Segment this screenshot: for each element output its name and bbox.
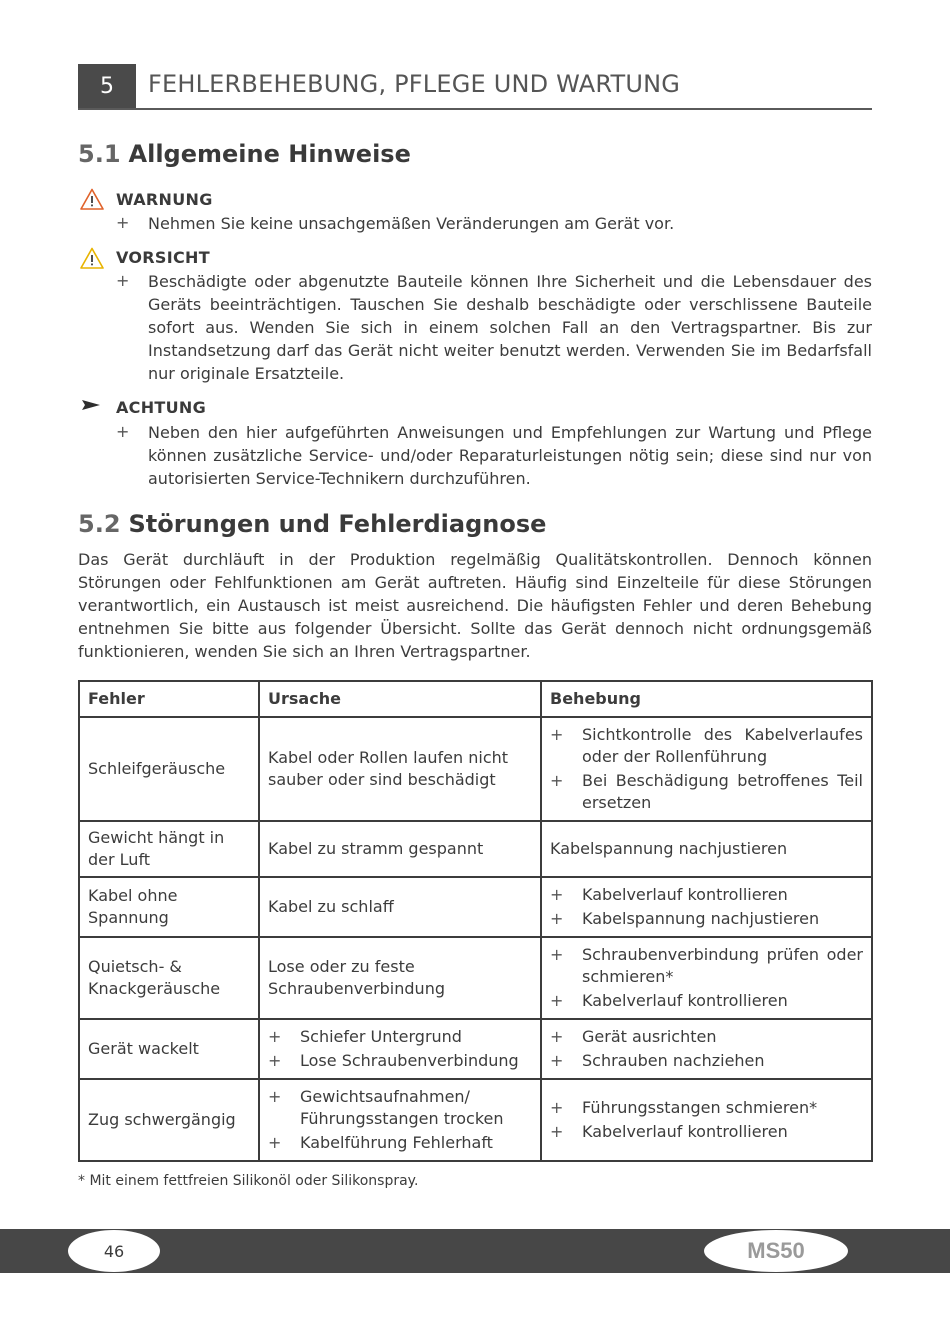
table-row	[79, 1079, 872, 1161]
plus-icon: +	[116, 271, 130, 290]
vorsicht-text: Beschädigte oder abgenutzte Bauteile können Ihre Sicherheit und die Lebensdauer des Geräts beeinträchtigen. Tauschen Sie deshalb beschädigte oder verschlissene Bauteile sofort aus. Wenden Sie sich in einem solchen Fall an den Vertragspartner. Bis zur Instandsetzung darf das Gerät nicht weiter benutzt werden. Verwenden Sie im Bedarfsfall nur originale Ersatzteile.	[148, 272, 872, 383]
chapter-header	[78, 64, 872, 110]
plus-icon: +	[116, 422, 130, 441]
list-item: + Gerät ausrichten	[550, 1026, 863, 1048]
warning-triangle-icon	[80, 188, 104, 210]
header-behebung: Behebung	[541, 681, 872, 717]
warnung-label: WARNUNG	[116, 190, 213, 209]
table-row	[79, 1019, 872, 1079]
achtung-text: Neben den hier aufgeführten Anweisungen und Empfehlungen zur Wartung und Pflege können zusätzliche Service- und/oder Reparaturleistungen nötig sein; diese sind nur von autorisierten Service-Technikern durchzuführen.	[148, 423, 872, 488]
section-heading-5-1	[78, 140, 411, 168]
ursache-cell: Lose oder zu feste Schraubenverbindung	[259, 937, 541, 1019]
list-item: + Kabelverlauf kontrollieren	[550, 1121, 863, 1143]
ursache-cell: Kabel zu schlaff	[259, 877, 541, 937]
footnote: * Mit einem fettfreien Silikonöl oder Silikonspray.	[78, 1173, 419, 1189]
header-ursache: Ursache	[259, 681, 541, 717]
behebung-cell	[541, 1019, 872, 1079]
table-row	[79, 937, 872, 1019]
fehler-cell: Zug schwergängig	[79, 1079, 259, 1161]
section-title: Störungen und Fehlerdiagnose	[128, 510, 547, 538]
warnung-text: Nehmen Sie keine unsachgemäßen Veränderungen am Gerät vor.	[148, 214, 675, 233]
section-heading-5-2	[78, 510, 546, 538]
fehler-cell: Gewicht hängt in der Luft	[79, 821, 259, 877]
ursache-cell	[259, 1079, 541, 1161]
list-item: + Sichtkontrolle des Kabelverlaufes oder der Rollenführung	[550, 724, 863, 768]
behebung-cell	[541, 717, 872, 821]
ursache-cell: Kabel zu stramm gespannt	[259, 821, 541, 877]
table-row	[79, 821, 872, 877]
table-header-row	[79, 681, 872, 717]
plus-icon: +	[116, 213, 130, 232]
section-number: 5.1	[78, 140, 121, 168]
behebung-cell	[541, 877, 872, 937]
achtung-label: ACHTUNG	[116, 398, 207, 417]
behebung-cell: Kabelspannung nachjustieren	[541, 821, 872, 877]
section-number: 5.2	[78, 510, 121, 538]
list-item: + Bei Beschädigung betroffenes Teil ersetzen	[550, 770, 863, 814]
fehler-cell: Kabel ohne Spannung	[79, 877, 259, 937]
header-fehler: Fehler	[79, 681, 259, 717]
list-item: + Schraubenverbindung prüfen oder schmieren*	[550, 944, 863, 988]
table-row	[79, 717, 872, 821]
list-item: + Führungsstangen schmieren*	[550, 1097, 863, 1119]
list-item: + Lose Schraubenverbindung	[268, 1050, 532, 1072]
list-item: + Gewichtsaufnahmen/ Führungsstangen trocken	[268, 1086, 532, 1130]
arrow-pointer-icon	[80, 398, 102, 412]
chapter-title: FEHLERBEHEBUNG, PFLEGE UND WARTUNG	[148, 70, 681, 98]
behebung-cell	[541, 937, 872, 1019]
fault-table	[78, 680, 873, 1162]
list-item: + Kabelspannung nachjustieren	[550, 908, 863, 930]
behebung-cell	[541, 1079, 872, 1161]
page-number: 46	[68, 1230, 160, 1272]
fehler-cell: Quietsch- & Knackgeräusche	[79, 937, 259, 1019]
list-item: + Schiefer Untergrund	[268, 1026, 532, 1048]
model-badge: MS50	[704, 1230, 848, 1272]
intro-paragraph: Das Gerät durchläuft in der Produktion regelmäßig Qualitätskontrollen. Dennoch können Störungen oder Fehlfunktionen am Gerät auftreten. Häufig sind Einzelteile für diese Störungen verantwortlich, ein Austausch ist meist ausreichend. Die häufigsten Fehler und deren Behebung entnehmen Sie bitte aus folgender Übersicht. Sollte das Gerät dennoch nicht ordnungsgemäß funktionieren, wenden Sie sich an Ihren Vertragspartner.	[78, 550, 872, 661]
list-item: + Kabelverlauf kontrollieren	[550, 990, 863, 1012]
list-item: + Schrauben nachziehen	[550, 1050, 863, 1072]
table-row	[79, 877, 872, 937]
ursache-cell	[259, 1019, 541, 1079]
section-title: Allgemeine Hinweise	[128, 140, 411, 168]
chapter-number: 5	[78, 64, 136, 108]
caution-triangle-icon	[80, 247, 104, 269]
fehler-cell: Gerät wackelt	[79, 1019, 259, 1079]
list-item: + Kabelführung Fehlerhaft	[268, 1132, 532, 1154]
ursache-cell: Kabel oder Rollen laufen nicht sauber oder sind beschädigt	[259, 717, 541, 821]
vorsicht-label: VORSICHT	[116, 248, 210, 267]
fehler-cell: Schleifgeräusche	[79, 717, 259, 821]
list-item: + Kabelverlauf kontrollieren	[550, 884, 863, 906]
